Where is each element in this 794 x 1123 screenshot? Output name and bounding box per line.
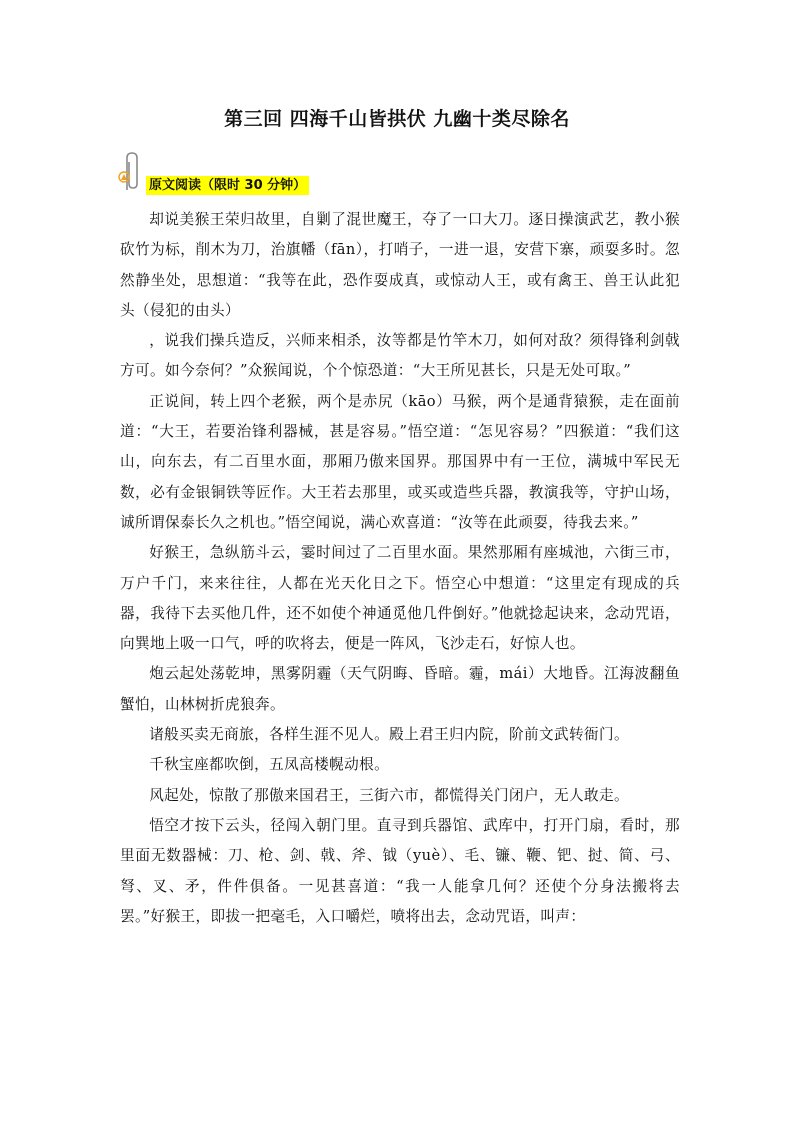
chapter-title: 第三回 四海千山皆拱伏 九幽十类尽除名 [224,108,570,130]
paragraph: 正说间，转上四个老猴，两个是赤尻（kāo）马猴，两个是通背猿猴，走在面前道：“大王，若要治锋利器械，甚是容易。”悟空道：“怎见容易？”四猴道：“我们这山，向东去，有二百里水面，那厢乃傲来国界。那国界中有一王位，满城中军民无数，必有金银铜铁等匠作。大王若去那里，或买或造些兵器，教演我等，守护山场，诚所谓保泰长久之机也。”悟空闻说，满心欢喜道：“汝等在此顽耍，待我去来。” [120,392,680,531]
section-header [118,150,378,200]
paperclip-icon [118,150,148,198]
paragraph: ，说我们操兵造反，兴师来相杀，汝等都是竹竿木刀，如何对敌？须得锋利剑戟方可。如今奈何？”众猴闻说，个个惊恐道：“大王所见甚长，只是无处可取。” [120,332,680,380]
paragraph: 炮云起处荡乾坤，黑雾阴霾（天气阴晦、昏暗。霾，mái）大地昏。江海波翻鱼蟹怕，山林树折虎狼奔。 [120,665,680,713]
paragraph: 好猴王，急纵筋斗云，霎时间过了二百里水面。果然那厢有座城池，六街三市，万户千门，来来往往，人都在光天化日之下。悟空心中想道：“这里定有现成的兵器，我待下去买他几件，还不如使个神通觅他几件倒好。”他就捻起诀来，念动咒语，向巽地上吸一口气，呼的吹将去，便是一阵风，飞沙走石，好惊人也。 [120,544,680,653]
paragraph: 诸般买卖无商旅，各样生涯不见人。殿上君王归内院，阶前文武转衙门。 [149,726,629,744]
paragraph: 却说美猴王荣归故里，自剿了混世魔王，夺了一口大刀。逐日操演武艺，教小猴砍竹为标，削木为刀，治旗幡（fān），打哨子，一进一退，安营下寨，顽耍多时。忽然静坐处，思想道：“我等在此，恐作耍成真，或惊动人王，或有禽王、兽王认此犯头（侵犯的由头） [120,211,680,319]
paragraph: 悟空才按下云头，径闯入朝门里。直寻到兵器馆、武库中，打开门扇，看时，那里面无数器械：刀、枪、剑、戟、斧、钺（yuè）、毛、镰、鞭、钯、挝、简、弓、弩、叉、矛，件件俱备。一见甚喜道：“我一人能拿几何？还使个分身法搬将去罢。”好猴王，即拔一把毫毛，入口嚼烂，喷将出去，念动咒语，叫声： [120,816,680,925]
section-label: 原文阅读（限时 30 分钟） [146,176,309,195]
paragraph: 千秋宝座都吹倒，五凤高楼幌动根。 [149,756,390,774]
paragraph: 风起处，惊散了那傲来国君王，三街六市，都慌得关门闭户，无人敢走。 [149,786,629,804]
body-text [120,205,680,932]
